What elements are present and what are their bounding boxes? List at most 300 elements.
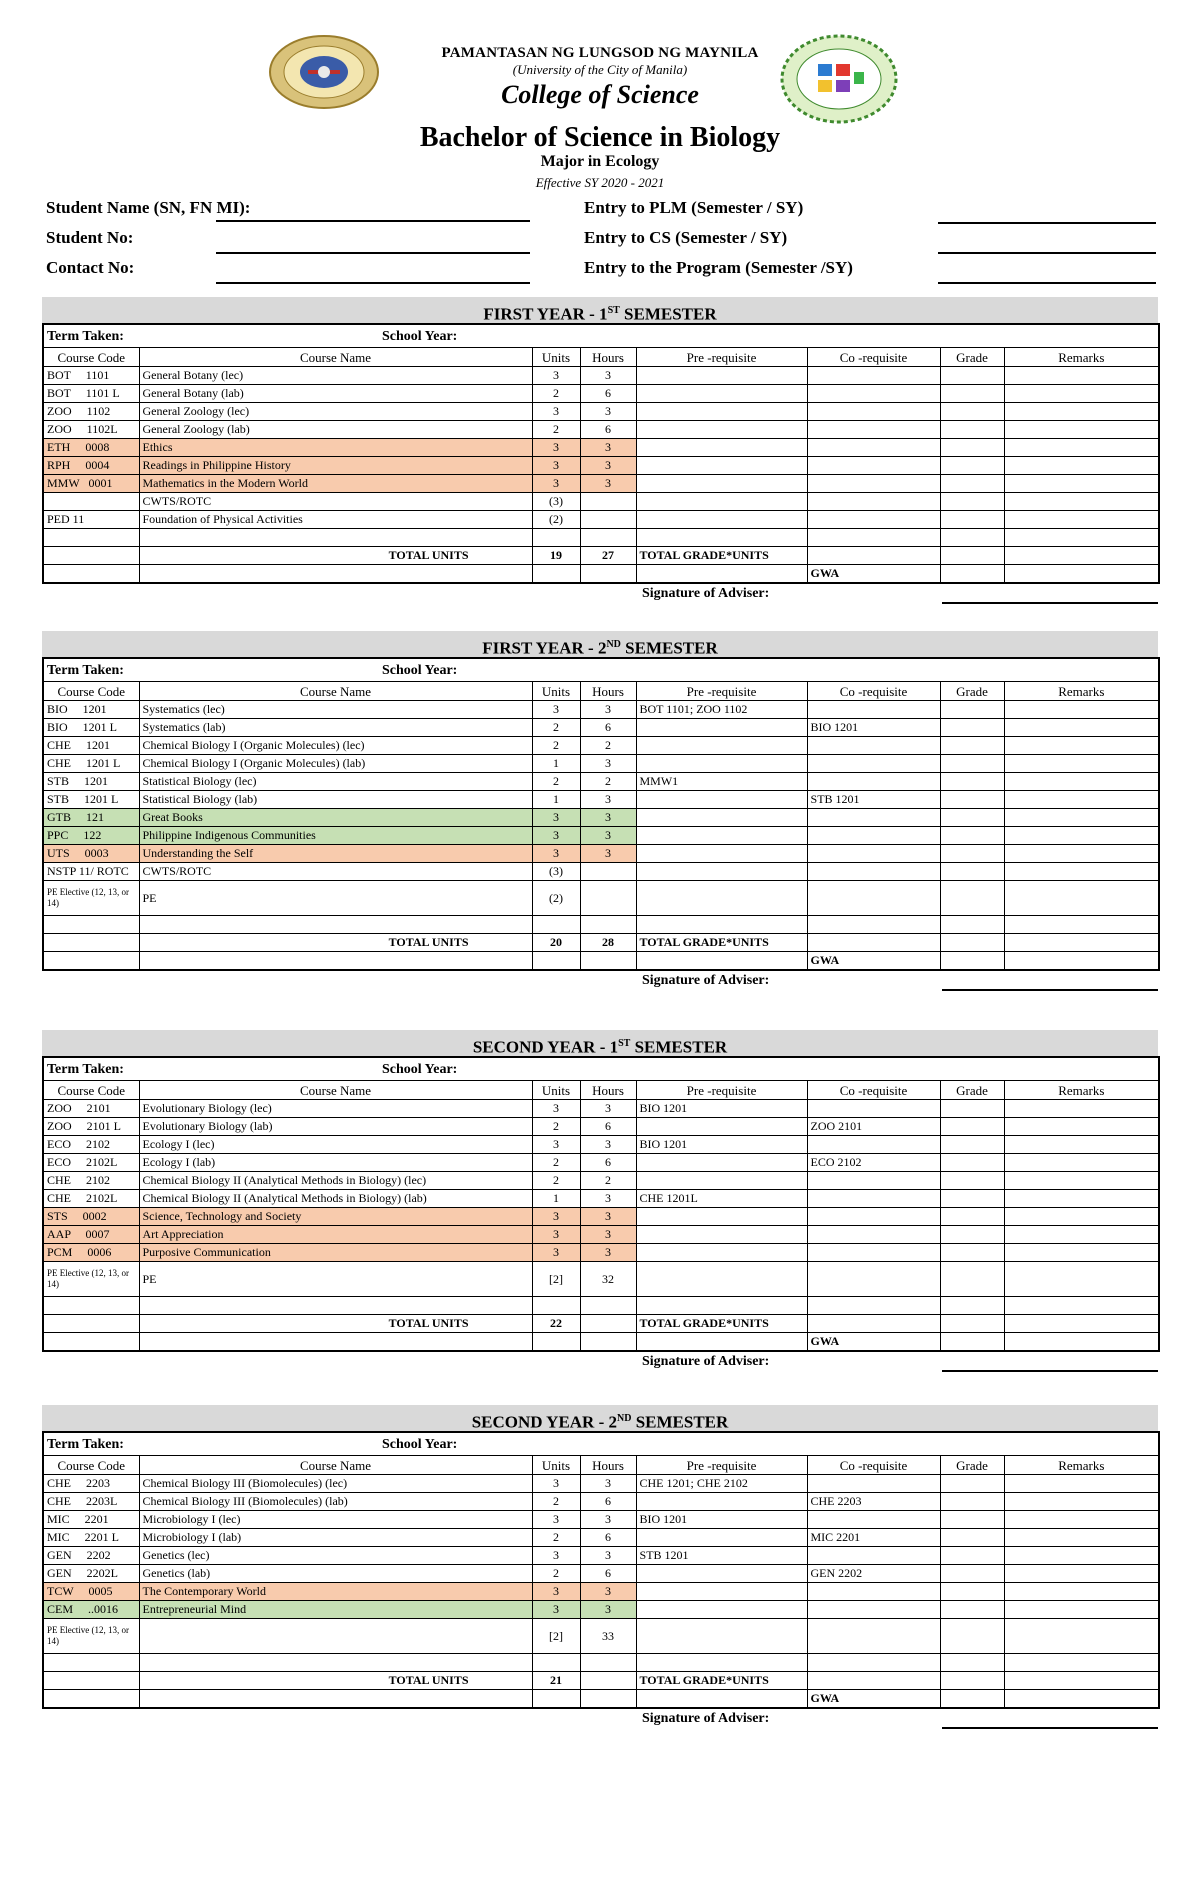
course-corequisite: STB 1201 [807, 791, 940, 809]
remarks-cell[interactable] [1004, 881, 1159, 916]
grade-cell[interactable] [940, 916, 1004, 934]
gwa-value[interactable] [940, 952, 1004, 971]
course-code: GEN 2202L [43, 1565, 139, 1583]
course-prerequisite [636, 493, 807, 511]
remarks-cell[interactable] [1004, 529, 1159, 547]
course-units: 3 [532, 809, 580, 827]
course-prerequisite [636, 1262, 807, 1297]
course-prerequisite [636, 809, 807, 827]
total-grade-value[interactable] [807, 1315, 940, 1333]
gwa-label: GWA [807, 1333, 940, 1352]
course-code [43, 1654, 139, 1672]
course-hours [580, 529, 636, 547]
remarks-cell[interactable] [1004, 1154, 1159, 1172]
course-hours: 3 [580, 791, 636, 809]
gwa-value[interactable] [940, 565, 1004, 584]
remarks-cell[interactable] [1004, 1226, 1159, 1244]
col-course-name: Course Name [139, 1081, 532, 1100]
course-hours [580, 881, 636, 916]
remarks-cell[interactable] [1004, 511, 1159, 529]
table-row [43, 1565, 1159, 1583]
entry-plm-field[interactable] [938, 222, 1156, 224]
semester-title-ordinal: ST [607, 305, 620, 316]
remarks-cell[interactable] [1004, 1244, 1159, 1262]
remarks-cell[interactable] [1004, 1654, 1159, 1672]
course-name: Evolutionary Biology (lec) [139, 1100, 532, 1118]
total-row [43, 1315, 1159, 1333]
semester-title-ordinal: ND [606, 639, 621, 650]
table-row [43, 1226, 1159, 1244]
grade-cell[interactable] [940, 439, 1004, 457]
table-row [43, 1118, 1159, 1136]
remarks-cell[interactable] [1004, 845, 1159, 863]
grade-cell[interactable] [940, 511, 1004, 529]
grade-cell[interactable] [940, 1118, 1004, 1136]
student-name-field[interactable] [216, 220, 530, 222]
blank-cell [940, 934, 1004, 952]
table-row [43, 1619, 1159, 1654]
course-corequisite [807, 1244, 940, 1262]
student-no-field[interactable] [216, 252, 530, 254]
total-grade-value[interactable] [807, 1672, 940, 1690]
blank-cell [43, 1333, 139, 1352]
grade-cell[interactable] [940, 1262, 1004, 1297]
remarks-cell[interactable] [1004, 737, 1159, 755]
course-name: Statistical Biology (lab) [139, 791, 532, 809]
table-row [43, 1493, 1159, 1511]
course-units: 3 [532, 1136, 580, 1154]
grade-cell[interactable] [940, 529, 1004, 547]
course-prerequisite: STB 1201 [636, 1547, 807, 1565]
course-code: NSTP 11/ ROTC [43, 863, 139, 881]
course-name: CWTS/ROTC [139, 863, 532, 881]
table-row [43, 1190, 1159, 1208]
course-prerequisite [636, 881, 807, 916]
semester-section [42, 297, 1158, 604]
blank-cell [1004, 1315, 1159, 1333]
gwa-label: GWA [807, 952, 940, 971]
semester-title-text: FIRST YEAR - 1 [483, 304, 608, 324]
term-row [43, 1057, 1159, 1081]
grade-cell[interactable] [940, 773, 1004, 791]
course-code: CEM ..0016 [43, 1601, 139, 1619]
course-prerequisite: BIO 1201 [636, 1136, 807, 1154]
table-row [43, 791, 1159, 809]
course-prerequisite [636, 863, 807, 881]
remarks-cell[interactable] [1004, 1583, 1159, 1601]
grade-cell[interactable] [940, 827, 1004, 845]
remarks-cell[interactable] [1004, 1208, 1159, 1226]
grade-cell[interactable] [940, 1297, 1004, 1315]
gwa-value[interactable] [940, 1333, 1004, 1352]
grade-cell[interactable] [940, 403, 1004, 421]
course-hours: 3 [580, 1547, 636, 1565]
grade-cell[interactable] [940, 845, 1004, 863]
remarks-cell[interactable] [1004, 493, 1159, 511]
course-code: MMW 0001 [43, 475, 139, 493]
total-grade-label: TOTAL GRADE*UNITS [636, 1672, 807, 1690]
course-hours: 6 [580, 1154, 636, 1172]
course-hours: 3 [580, 827, 636, 845]
grade-cell[interactable] [940, 881, 1004, 916]
blank-cell [532, 1690, 580, 1709]
course-corequisite [807, 701, 940, 719]
table-row [43, 1583, 1159, 1601]
course-code: PPC 122 [43, 827, 139, 845]
grade-cell[interactable] [940, 1208, 1004, 1226]
blank-cell [1004, 565, 1159, 584]
blank-cell [43, 1690, 139, 1709]
blank-cell [43, 1315, 139, 1333]
entry-program-field[interactable] [938, 282, 1156, 284]
course-name: Philippine Indigenous Communities [139, 827, 532, 845]
course-code: CHE 1201 [43, 737, 139, 755]
course-name: Microbiology I (lab) [139, 1529, 532, 1547]
course-code: ZOO 1102 [43, 403, 139, 421]
course-hours: 3 [580, 845, 636, 863]
gwa-value[interactable] [940, 1690, 1004, 1709]
course-hours: 3 [580, 1601, 636, 1619]
course-code: CHE 2102L [43, 1190, 139, 1208]
grade-cell[interactable] [940, 791, 1004, 809]
semester-title [42, 1030, 1158, 1056]
blank-cell [636, 1690, 807, 1709]
entry-cs-label: Entry to CS (Semester / SY) [584, 228, 788, 247]
total-grade-value[interactable] [807, 934, 940, 952]
grade-cell[interactable] [940, 1565, 1004, 1583]
course-hours: 3 [580, 1244, 636, 1262]
blank-cell [43, 952, 139, 971]
grade-cell[interactable] [940, 1244, 1004, 1262]
course-corequisite: ECO 2102 [807, 1154, 940, 1172]
table-row [43, 916, 1159, 934]
semester-title-suffix: SEMESTER [620, 638, 718, 658]
remarks-cell[interactable] [1004, 1565, 1159, 1583]
grade-cell[interactable] [940, 1583, 1004, 1601]
course-units: 3 [532, 457, 580, 475]
course-code: CHE 2203L [43, 1493, 139, 1511]
grade-cell[interactable] [940, 1154, 1004, 1172]
course-corequisite [807, 457, 940, 475]
grade-cell[interactable] [940, 1493, 1004, 1511]
course-name: Understanding the Self [139, 845, 532, 863]
course-hours: 3 [580, 367, 636, 385]
course-table [42, 323, 1160, 584]
blank-cell [43, 547, 139, 565]
remarks-cell[interactable] [1004, 475, 1159, 493]
blank-cell [1004, 1690, 1159, 1709]
col-course-code: Course Code [43, 682, 139, 701]
table-row [43, 845, 1159, 863]
table-row [43, 1547, 1159, 1565]
remarks-cell[interactable] [1004, 457, 1159, 475]
remarks-cell[interactable] [1004, 367, 1159, 385]
course-prerequisite [636, 1565, 807, 1583]
course-units [532, 529, 580, 547]
course-name: Ethics [139, 439, 532, 457]
grade-cell[interactable] [940, 1511, 1004, 1529]
course-code-text: PE Elective (12, 13, or 14) [47, 1625, 129, 1646]
course-units: 2 [532, 421, 580, 439]
remarks-cell[interactable] [1004, 1118, 1159, 1136]
blank-cell [580, 952, 636, 971]
course-name: PE [139, 881, 532, 916]
course-name: Genetics (lab) [139, 1565, 532, 1583]
remarks-cell[interactable] [1004, 701, 1159, 719]
gwa-label: GWA [807, 565, 940, 584]
course-name: PE [139, 1262, 532, 1297]
course-corequisite [807, 529, 940, 547]
grade-cell[interactable] [940, 1601, 1004, 1619]
blank-cell [580, 1333, 636, 1352]
table-row [43, 809, 1159, 827]
grade-cell[interactable] [940, 863, 1004, 881]
remarks-cell[interactable] [1004, 719, 1159, 737]
grade-cell[interactable] [940, 737, 1004, 755]
grade-cell[interactable] [940, 1547, 1004, 1565]
course-units: 3 [532, 475, 580, 493]
course-prerequisite: MMW1 [636, 773, 807, 791]
total-grade-value[interactable] [807, 547, 940, 565]
grade-cell[interactable] [940, 809, 1004, 827]
grade-cell[interactable] [940, 385, 1004, 403]
col-prerequisite: Pre -requisite [636, 682, 807, 701]
remarks-cell[interactable] [1004, 1190, 1159, 1208]
grade-cell[interactable] [940, 457, 1004, 475]
col-hours: Hours [580, 1456, 636, 1475]
term-taken-label: Term Taken: [43, 658, 532, 682]
semester-title-ordinal: ST [618, 1038, 631, 1049]
blank-cell [1004, 952, 1159, 971]
table-row [43, 701, 1159, 719]
course-prerequisite [636, 737, 807, 755]
course-units: 2 [532, 1529, 580, 1547]
course-units: 3 [532, 1583, 580, 1601]
remarks-cell[interactable] [1004, 421, 1159, 439]
course-code [43, 1262, 139, 1297]
university-name: PAMANTASAN NG LUNGSOD NG MAYNILA [441, 45, 759, 61]
table-row [43, 1297, 1159, 1315]
course-units: 2 [532, 1172, 580, 1190]
total-grade-label: TOTAL GRADE*UNITS [636, 547, 807, 565]
course-code: PED 11 [43, 511, 139, 529]
course-hours: 2 [580, 737, 636, 755]
course-units: 3 [532, 845, 580, 863]
gwa-row [43, 1333, 1159, 1352]
course-code: STB 1201 [43, 773, 139, 791]
remarks-cell[interactable] [1004, 773, 1159, 791]
grade-cell[interactable] [940, 1190, 1004, 1208]
course-units: 3 [532, 1475, 580, 1493]
course-code: BOT 1101 L [43, 385, 139, 403]
grade-cell[interactable] [940, 367, 1004, 385]
remarks-cell[interactable] [1004, 439, 1159, 457]
column-header-row [43, 682, 1159, 701]
col-remarks: Remarks [1004, 1081, 1159, 1100]
course-hours [580, 1297, 636, 1315]
course-name: Evolutionary Biology (lab) [139, 1118, 532, 1136]
course-corequisite [807, 773, 940, 791]
col-prerequisite: Pre -requisite [636, 1081, 807, 1100]
course-hours: 6 [580, 1118, 636, 1136]
col-corequisite: Co -requisite [807, 1081, 940, 1100]
course-units: 3 [532, 827, 580, 845]
course-prerequisite [636, 1226, 807, 1244]
grade-cell[interactable] [940, 1529, 1004, 1547]
course-hours: 3 [580, 475, 636, 493]
table-row [43, 457, 1159, 475]
course-name [139, 1619, 532, 1654]
remarks-cell[interactable] [1004, 1262, 1159, 1297]
remarks-cell[interactable] [1004, 1547, 1159, 1565]
total-units-label [139, 547, 532, 565]
remarks-cell[interactable] [1004, 809, 1159, 827]
course-corequisite: BIO 1201 [807, 719, 940, 737]
grade-cell[interactable] [940, 493, 1004, 511]
entry-cs-field[interactable] [938, 252, 1156, 254]
course-hours: 3 [580, 701, 636, 719]
entry-program-label: Entry to the Program (Semester /SY) [584, 258, 853, 277]
course-corequisite [807, 1297, 940, 1315]
table-row [43, 719, 1159, 737]
semester-title-suffix: SEMESTER [630, 1037, 728, 1057]
course-name: Chemical Biology III (Biomolecules) (lec) [139, 1475, 532, 1493]
semester-section [42, 1405, 1158, 1729]
course-corequisite [807, 845, 940, 863]
remarks-cell[interactable] [1004, 1297, 1159, 1315]
signature-line[interactable] [942, 989, 1158, 991]
course-units: [2] [532, 1619, 580, 1654]
total-hours-value [580, 1672, 636, 1690]
course-corequisite [807, 916, 940, 934]
remarks-cell[interactable] [1004, 1136, 1159, 1154]
course-code-text: PE Elective (12, 13, or 14) [47, 1268, 129, 1289]
remarks-cell[interactable] [1004, 827, 1159, 845]
remarks-cell[interactable] [1004, 403, 1159, 421]
course-hours [580, 863, 636, 881]
course-prerequisite: BOT 1101; ZOO 1102 [636, 701, 807, 719]
table-row [43, 755, 1159, 773]
contact-no-field[interactable] [216, 282, 530, 284]
grade-cell[interactable] [940, 421, 1004, 439]
remarks-cell[interactable] [1004, 1493, 1159, 1511]
remarks-cell[interactable] [1004, 1529, 1159, 1547]
table-row [43, 439, 1159, 457]
course-units: 3 [532, 1511, 580, 1529]
remarks-cell[interactable] [1004, 755, 1159, 773]
blank-cell [940, 1315, 1004, 1333]
course-code: ETH 0008 [43, 439, 139, 457]
student-name-label: Student Name (SN, FN MI): [46, 198, 251, 217]
signature-line[interactable] [942, 602, 1158, 604]
semester-title [42, 297, 1158, 323]
total-units-text: TOTAL UNITS [388, 935, 469, 949]
blank-cell [139, 952, 532, 971]
grade-cell[interactable] [940, 475, 1004, 493]
grade-cell[interactable] [940, 1475, 1004, 1493]
total-units-label [139, 1315, 532, 1333]
course-hours: 32 [580, 1262, 636, 1297]
col-prerequisite: Pre -requisite [636, 1456, 807, 1475]
semester-section [42, 631, 1158, 991]
course-prerequisite [636, 719, 807, 737]
blank-cell [580, 565, 636, 584]
remarks-cell[interactable] [1004, 1511, 1159, 1529]
course-hours: 33 [580, 1619, 636, 1654]
course-code: ECO 2102 [43, 1136, 139, 1154]
course-prerequisite [636, 529, 807, 547]
course-prerequisite [636, 385, 807, 403]
blank-cell [1004, 1672, 1159, 1690]
semester-title-suffix: SEMESTER [619, 304, 717, 324]
blank-cell [43, 934, 139, 952]
grade-cell[interactable] [940, 701, 1004, 719]
remarks-cell[interactable] [1004, 916, 1159, 934]
grade-cell[interactable] [940, 1172, 1004, 1190]
course-name: Genetics (lec) [139, 1547, 532, 1565]
remarks-cell[interactable] [1004, 1475, 1159, 1493]
remarks-cell[interactable] [1004, 863, 1159, 881]
course-code: ECO 2102L [43, 1154, 139, 1172]
col-course-name: Course Name [139, 1456, 532, 1475]
table-row [43, 1172, 1159, 1190]
remarks-cell[interactable] [1004, 385, 1159, 403]
grade-cell[interactable] [940, 1100, 1004, 1118]
course-prerequisite: BIO 1201 [636, 1511, 807, 1529]
remarks-cell[interactable] [1004, 791, 1159, 809]
school-year-label: School Year: [532, 658, 1159, 682]
course-corequisite [807, 1619, 940, 1654]
remarks-cell[interactable] [1004, 1172, 1159, 1190]
blank-cell [940, 1672, 1004, 1690]
grade-cell[interactable] [940, 755, 1004, 773]
grade-cell[interactable] [940, 1654, 1004, 1672]
gwa-label: GWA [807, 1690, 940, 1709]
course-units: 3 [532, 367, 580, 385]
grade-cell[interactable] [940, 1619, 1004, 1654]
course-hours: 3 [580, 1100, 636, 1118]
grade-cell[interactable] [940, 1136, 1004, 1154]
remarks-cell[interactable] [1004, 1100, 1159, 1118]
signature-line[interactable] [942, 1727, 1158, 1729]
signature-line[interactable] [942, 1370, 1158, 1372]
course-name: Microbiology I (lec) [139, 1511, 532, 1529]
course-corequisite [807, 1190, 940, 1208]
course-name [139, 1654, 532, 1672]
course-units: 2 [532, 1118, 580, 1136]
table-row [43, 493, 1159, 511]
blank-cell [580, 1690, 636, 1709]
course-name: CWTS/ROTC [139, 493, 532, 511]
course-name [139, 529, 532, 547]
remarks-cell[interactable] [1004, 1601, 1159, 1619]
course-hours: 6 [580, 719, 636, 737]
table-row [43, 421, 1159, 439]
grade-cell[interactable] [940, 719, 1004, 737]
total-row [43, 547, 1159, 565]
grade-cell[interactable] [940, 1226, 1004, 1244]
course-name: Chemical Biology II (Analytical Methods in Biology) (lec) [139, 1172, 532, 1190]
course-prerequisite [636, 791, 807, 809]
course-name: Systematics (lab) [139, 719, 532, 737]
course-code: CHE 1201 L [43, 755, 139, 773]
table-row [43, 403, 1159, 421]
table-row [43, 367, 1159, 385]
course-prerequisite [636, 1297, 807, 1315]
course-corequisite [807, 863, 940, 881]
course-name [139, 916, 532, 934]
remarks-cell[interactable] [1004, 1619, 1159, 1654]
